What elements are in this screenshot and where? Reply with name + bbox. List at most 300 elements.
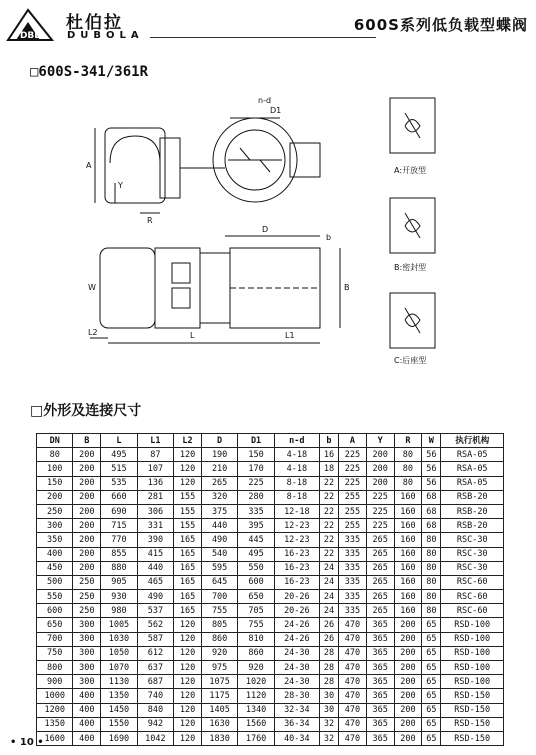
table-cell: 30 [319, 689, 338, 703]
table-cell: 400 [37, 547, 73, 561]
table-cell: 225 [366, 490, 394, 504]
table-cell: RSA-05 [441, 462, 504, 476]
table-cell: 265 [366, 575, 394, 589]
table-cell: 80 [422, 575, 441, 589]
table-cell: 22 [319, 533, 338, 547]
table-cell: 860 [238, 646, 274, 660]
table-cell: 200 [394, 689, 422, 703]
table-cell: 68 [422, 519, 441, 533]
table-cell: 200 [366, 462, 394, 476]
table-cell: 495 [101, 448, 137, 462]
table-cell: 855 [101, 547, 137, 561]
table-cell: 160 [394, 504, 422, 518]
table-cell: 1075 [201, 675, 237, 689]
table-cell: 120 [174, 703, 202, 717]
table-cell: 470 [339, 703, 367, 717]
table-cell: RSC-60 [441, 575, 504, 589]
table-cell: 700 [201, 590, 237, 604]
table-cell: 80 [394, 476, 422, 490]
table-cell: 1760 [238, 731, 274, 745]
table-cell: RSB-20 [441, 490, 504, 504]
table-cell: 165 [174, 533, 202, 547]
table-cell: RSA-05 [441, 448, 504, 462]
table-cell: 26 [319, 632, 338, 646]
table-cell: 150 [238, 448, 274, 462]
table-cell: 650 [37, 618, 73, 632]
table-cell: 470 [339, 731, 367, 745]
table-cell: 860 [201, 632, 237, 646]
table-row [37, 661, 504, 675]
table-cell: 440 [201, 519, 237, 533]
table-cell: 56 [422, 448, 441, 462]
table-cell: 200 [394, 675, 422, 689]
table-cell: 562 [137, 618, 173, 632]
table-cell: 225 [339, 462, 367, 476]
table-cell: 335 [339, 575, 367, 589]
table-row [37, 448, 504, 462]
table-cell: 490 [137, 590, 173, 604]
table-cell: 365 [366, 632, 394, 646]
table-cell: 335 [238, 504, 274, 518]
table-cell: 120 [174, 717, 202, 731]
table-cell: 22 [319, 547, 338, 561]
table-cell: 335 [339, 547, 367, 561]
table-cell: 1000 [37, 689, 73, 703]
table-row [37, 490, 504, 504]
table-cell: 255 [339, 504, 367, 518]
table-cell: 120 [174, 618, 202, 632]
model-number: □600S-341/361R [30, 64, 149, 80]
table-cell: 20-26 [274, 590, 319, 604]
table-cell: 200 [73, 504, 101, 518]
table-cell: 200 [73, 533, 101, 547]
table-cell: 840 [137, 703, 173, 717]
table-cell: 20-26 [274, 604, 319, 618]
table-cell: 160 [394, 547, 422, 561]
table-cell: 80 [422, 590, 441, 604]
dim-nd-label: n-d [258, 96, 272, 105]
dim-b-label: B [344, 283, 350, 292]
table-cell: 165 [174, 590, 202, 604]
table-cell: 1050 [101, 646, 137, 660]
table-cell: 56 [422, 476, 441, 490]
table-cell: 470 [339, 675, 367, 689]
table-cell: 1600 [37, 731, 73, 745]
table-cell: 24-26 [274, 618, 319, 632]
table-cell: RSD-100 [441, 675, 504, 689]
table-row [37, 533, 504, 547]
table-cell: 1405 [201, 703, 237, 717]
table-cell: RSD-150 [441, 731, 504, 745]
column-header: D [201, 434, 237, 448]
table-row [37, 618, 504, 632]
table-cell: 65 [422, 689, 441, 703]
table-cell: 160 [394, 590, 422, 604]
table-cell: RSC-30 [441, 561, 504, 575]
table-cell: 65 [422, 675, 441, 689]
table-cell: 490 [201, 533, 237, 547]
table-cell: 120 [174, 462, 202, 476]
table-cell: 200 [73, 476, 101, 490]
table-cell: 65 [422, 703, 441, 717]
table-cell: RSD-100 [441, 618, 504, 632]
table-cell: 515 [101, 462, 137, 476]
table-cell: 24-26 [274, 632, 319, 646]
table-cell: 470 [339, 646, 367, 660]
table-cell: 700 [37, 632, 73, 646]
logo-text: DBL [19, 31, 41, 41]
table-cell: 87 [137, 448, 173, 462]
header-rule [150, 37, 376, 38]
table-cell: 637 [137, 661, 173, 675]
table-cell: 470 [339, 661, 367, 675]
table-cell: 80 [422, 547, 441, 561]
table-row [37, 703, 504, 717]
table-cell: 1020 [238, 675, 274, 689]
table-row [37, 632, 504, 646]
table-cell: 210 [201, 462, 237, 476]
table-cell: 550 [37, 590, 73, 604]
table-cell: 16 [319, 448, 338, 462]
table-cell: 22 [319, 519, 338, 533]
table-cell: 1340 [238, 703, 274, 717]
table-cell: 740 [137, 689, 173, 703]
table-cell: 136 [137, 476, 173, 490]
table-cell: 750 [37, 646, 73, 660]
table-cell: RSC-30 [441, 533, 504, 547]
table-cell: 170 [238, 462, 274, 476]
table-cell: 68 [422, 504, 441, 518]
brand-name-en: DUBOLA [67, 30, 144, 41]
table-cell: 80 [422, 533, 441, 547]
table-row [37, 462, 504, 476]
table-cell: 200 [394, 646, 422, 660]
table-cell: 65 [422, 731, 441, 745]
table-cell: 660 [101, 490, 137, 504]
dim-l-label: L [190, 331, 195, 340]
table-header-row [37, 434, 504, 448]
table-cell: 265 [366, 561, 394, 575]
column-header: B [73, 434, 101, 448]
table-cell: 120 [174, 661, 202, 675]
table-cell: 470 [339, 689, 367, 703]
table-cell: 930 [101, 590, 137, 604]
table-cell: 160 [394, 575, 422, 589]
table-row [37, 476, 504, 490]
column-header: L1 [137, 434, 173, 448]
catalog-title: 600S系列低负载型蝶阀 [353, 16, 528, 34]
table-cell: 400 [73, 689, 101, 703]
table-cell: 900 [37, 675, 73, 689]
view-a-label: A:开放型 [394, 166, 427, 175]
table-row [37, 646, 504, 660]
dim-l1-label: L1 [285, 331, 295, 340]
table-cell: 200 [73, 547, 101, 561]
table-cell: 165 [174, 575, 202, 589]
table-cell: 650 [238, 590, 274, 604]
table-cell: 265 [201, 476, 237, 490]
table-cell: 160 [394, 604, 422, 618]
table-cell: 32-34 [274, 703, 319, 717]
table-cell: 300 [73, 646, 101, 660]
table-row [37, 575, 504, 589]
table-cell: 1830 [201, 731, 237, 745]
table-cell: 1120 [238, 689, 274, 703]
table-cell: 165 [174, 547, 202, 561]
table-cell: 32 [319, 731, 338, 745]
table-cell: 550 [238, 561, 274, 575]
table-cell: 1450 [101, 703, 137, 717]
table-cell: 300 [73, 661, 101, 675]
table-cell: 120 [174, 675, 202, 689]
table-cell: 28-30 [274, 689, 319, 703]
table-cell: 100 [37, 462, 73, 476]
table-cell: 470 [339, 618, 367, 632]
table-cell: 225 [366, 504, 394, 518]
table-cell: 375 [201, 504, 237, 518]
table-cell: RSC-60 [441, 604, 504, 618]
table-cell: 200 [394, 717, 422, 731]
table-body [37, 448, 504, 746]
table-cell: 12-23 [274, 519, 319, 533]
dim-w-label: W [88, 283, 96, 292]
table-cell: 400 [73, 717, 101, 731]
table-cell: 1175 [201, 689, 237, 703]
table-cell: 250 [73, 604, 101, 618]
table-cell: RSD-150 [441, 717, 504, 731]
table-cell: RSD-100 [441, 632, 504, 646]
table-cell: 80 [422, 561, 441, 575]
table-cell: 28 [319, 675, 338, 689]
table-cell: 24-30 [274, 646, 319, 660]
dim-b-small-label: b [326, 233, 332, 242]
table-cell: 12-23 [274, 533, 319, 547]
page-number: • 10 • [10, 737, 44, 748]
column-header: R [394, 434, 422, 448]
table-cell: 200 [394, 731, 422, 745]
table-cell: 365 [366, 703, 394, 717]
table-cell: 4-18 [274, 462, 319, 476]
table-cell: 200 [73, 519, 101, 533]
table-cell: 1560 [238, 717, 274, 731]
table-cell: 120 [174, 632, 202, 646]
view-b-label: B:密封型 [394, 263, 427, 272]
table-cell: 690 [101, 504, 137, 518]
table-cell: RSD-150 [441, 703, 504, 717]
table-cell: 450 [37, 561, 73, 575]
table-cell: 1550 [101, 717, 137, 731]
table-cell: 600 [238, 575, 274, 589]
table-cell: 600 [37, 604, 73, 618]
table-cell: 331 [137, 519, 173, 533]
table-cell: 200 [73, 561, 101, 575]
table-cell: 400 [73, 731, 101, 745]
table-cell: 225 [339, 476, 367, 490]
table-cell: 200 [73, 462, 101, 476]
actuator-bottom-view [100, 248, 155, 328]
table-cell: 587 [137, 632, 173, 646]
table-row [37, 604, 504, 618]
table-cell: 980 [101, 604, 137, 618]
table-cell: 281 [137, 490, 173, 504]
table-cell: 65 [422, 632, 441, 646]
table-row [37, 547, 504, 561]
table-cell: 920 [238, 661, 274, 675]
table-cell: 80 [37, 448, 73, 462]
table-cell: 16-23 [274, 575, 319, 589]
table-cell: 155 [174, 490, 202, 504]
table-cell: 335 [339, 590, 367, 604]
table-cell: 905 [101, 575, 137, 589]
table-cell: 465 [137, 575, 173, 589]
page-header [0, 0, 536, 48]
table-cell: 200 [73, 448, 101, 462]
table-cell: 537 [137, 604, 173, 618]
table-cell: 400 [73, 703, 101, 717]
table-cell: 495 [238, 547, 274, 561]
column-header: n-d [274, 434, 319, 448]
table-cell: 28 [319, 646, 338, 660]
table-cell: 470 [339, 717, 367, 731]
dimension-table [36, 433, 504, 746]
table-cell: 390 [137, 533, 173, 547]
table-cell: 415 [137, 547, 173, 561]
table-cell: 942 [137, 717, 173, 731]
table-cell: 120 [174, 646, 202, 660]
column-header: Y [366, 434, 394, 448]
table-row [37, 519, 504, 533]
table-cell: 16-23 [274, 561, 319, 575]
table-cell: 250 [73, 590, 101, 604]
column-header: A [339, 434, 367, 448]
table-cell: RSC-60 [441, 590, 504, 604]
actuator-top-view [105, 128, 165, 203]
table-cell: 36-34 [274, 717, 319, 731]
table-cell: 155 [174, 504, 202, 518]
table-cell: 65 [422, 646, 441, 660]
table-cell: 18 [319, 462, 338, 476]
table-cell: 160 [394, 533, 422, 547]
table-cell: 1690 [101, 731, 137, 745]
table-cell: 16-23 [274, 547, 319, 561]
table-cell: 1350 [101, 689, 137, 703]
section-title: □外形及连接尺寸 [30, 403, 142, 419]
table-cell: 200 [37, 490, 73, 504]
table-cell: 540 [201, 547, 237, 561]
dim-d-label: D [262, 225, 269, 234]
table-cell: 595 [201, 561, 237, 575]
dim-d1-label: D1 [270, 106, 282, 115]
table-row [37, 717, 504, 731]
table-cell: 1130 [101, 675, 137, 689]
table-cell: 350 [37, 533, 73, 547]
table-cell: 265 [366, 604, 394, 618]
table-row [37, 590, 504, 604]
table-cell: 335 [339, 533, 367, 547]
table-cell: 250 [73, 575, 101, 589]
table-cell: 440 [137, 561, 173, 575]
table-cell: 160 [394, 561, 422, 575]
table-cell: 1070 [101, 661, 137, 675]
table-cell: 535 [101, 476, 137, 490]
table-cell: 365 [366, 618, 394, 632]
table-cell: 1350 [37, 717, 73, 731]
table-cell: 225 [366, 519, 394, 533]
table-cell: 1030 [101, 632, 137, 646]
table-cell: RSC-30 [441, 547, 504, 561]
table-cell: 200 [394, 632, 422, 646]
table-cell: 22 [319, 476, 338, 490]
table-cell: 445 [238, 533, 274, 547]
table-cell: 24 [319, 604, 338, 618]
table-cell: 705 [238, 604, 274, 618]
table-cell: 120 [174, 731, 202, 745]
table-cell: 155 [174, 519, 202, 533]
table-cell: 200 [73, 490, 101, 504]
table-cell: 265 [366, 590, 394, 604]
table-row [37, 689, 504, 703]
table-cell: 107 [137, 462, 173, 476]
table-row [37, 504, 504, 518]
table-cell: 1042 [137, 731, 173, 745]
column-header: L2 [174, 434, 202, 448]
table-cell: 755 [238, 618, 274, 632]
table-cell: 500 [37, 575, 73, 589]
table-cell: 800 [37, 661, 73, 675]
table-row [37, 561, 504, 575]
table-cell: RSD-150 [441, 689, 504, 703]
table-cell: 24 [319, 561, 338, 575]
table-cell: 190 [201, 448, 237, 462]
table-cell: 200 [366, 448, 394, 462]
table-cell: 30 [319, 703, 338, 717]
table-cell: 8-18 [274, 476, 319, 490]
table-cell: 165 [174, 604, 202, 618]
table-cell: 120 [174, 689, 202, 703]
table-cell: 715 [101, 519, 137, 533]
brand-name-cn: 杜伯拉 [66, 13, 123, 33]
table-cell: 165 [174, 561, 202, 575]
table-cell: 80 [394, 448, 422, 462]
table-cell: 645 [201, 575, 237, 589]
column-header: b [319, 434, 338, 448]
table-cell: 612 [137, 646, 173, 660]
table-cell: 300 [37, 519, 73, 533]
table-cell: 4-18 [274, 448, 319, 462]
column-header: D1 [238, 434, 274, 448]
dim-r-label: R [147, 216, 153, 225]
table-cell: 24 [319, 590, 338, 604]
table-cell: 22 [319, 490, 338, 504]
table-cell: 880 [101, 561, 137, 575]
table-cell: 365 [366, 661, 394, 675]
table-cell: 80 [422, 604, 441, 618]
table-cell: 265 [366, 533, 394, 547]
dim-y-label: Y [118, 181, 123, 190]
table-cell: 300 [73, 618, 101, 632]
table-cell: 365 [366, 675, 394, 689]
dim-a-label: A [86, 161, 92, 170]
table-cell: 12-18 [274, 504, 319, 518]
table-cell: 1200 [37, 703, 73, 717]
table-cell: 395 [238, 519, 274, 533]
table-cell: 8-18 [274, 490, 319, 504]
table-cell: 335 [339, 561, 367, 575]
table-cell: 68 [422, 490, 441, 504]
table-cell: 755 [201, 604, 237, 618]
table-cell: 365 [366, 689, 394, 703]
table-cell: 320 [201, 490, 237, 504]
